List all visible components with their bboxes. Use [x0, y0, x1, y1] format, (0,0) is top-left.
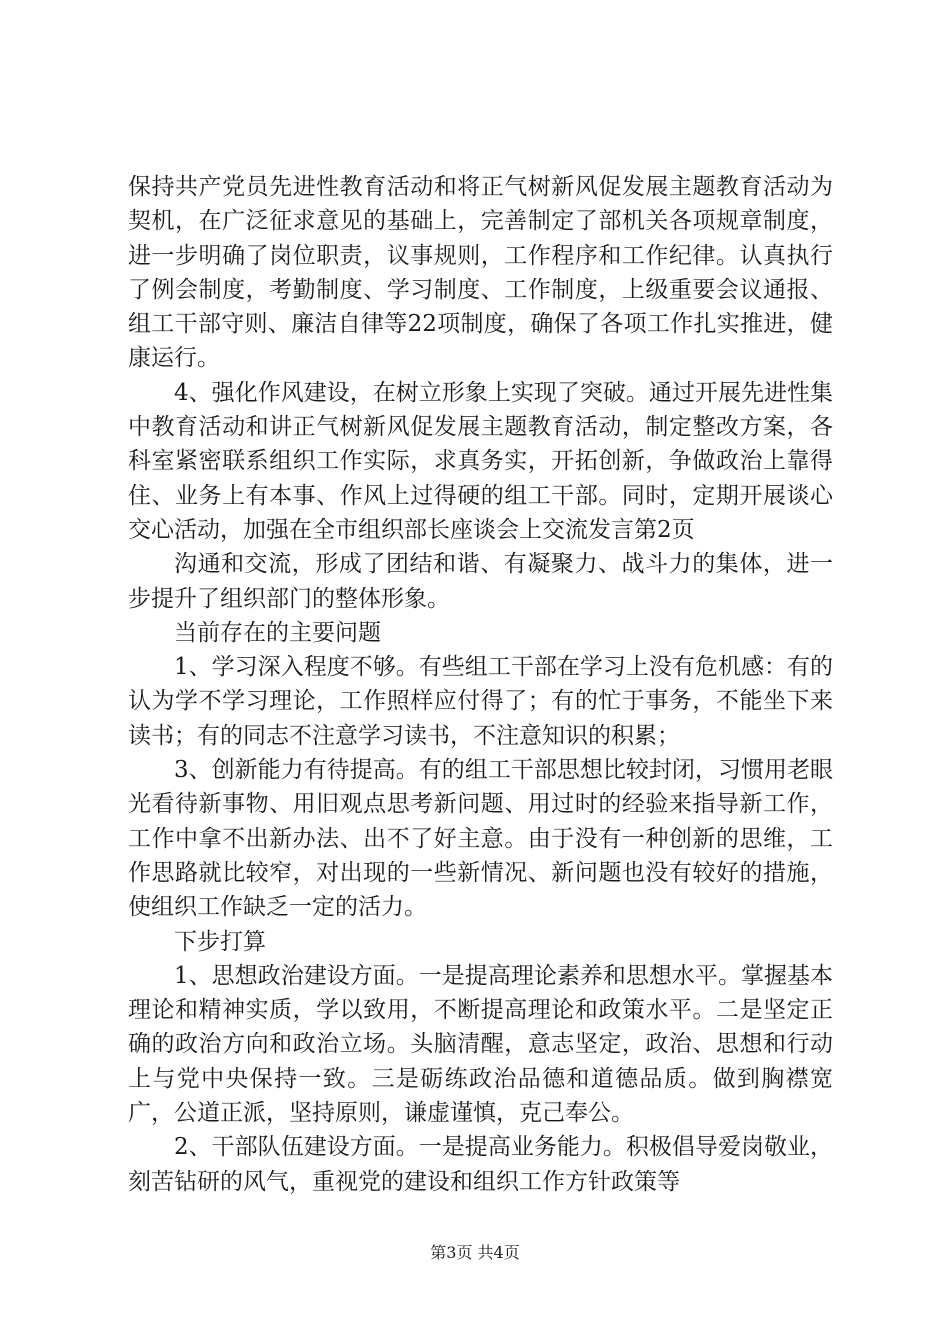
section-heading-plans: 下步打算	[174, 928, 266, 955]
paragraph-team-building: 2、干部队伍建设方面。一是提高业务能力。积极倡导爱岗敬业，刻苦钻研的风气，重视党的建设和组织工作方针政策等	[128, 1134, 833, 1195]
paragraph-study-problem: 1、学习深入程度不够。有些组工干部在学习上没有危机感：有的认为学不学习理论，工作照样应付得了；有的忙于事务，不能坐下来读书；有的同志不注意学习读书，不注意知识的积累；	[128, 654, 833, 749]
paragraph-communication: 沟通和交流，形成了团结和谐、有凝聚力、战斗力的集体，进一步提升了组织部门的整体形象。	[128, 551, 833, 612]
section-heading-problems: 当前存在的主要问题	[174, 619, 381, 646]
paragraph-work-style: 4、强化作风建设，在树立形象上实现了突破。通过开展先进性集中教育活动和讲正气树新风促发展主题教育活动，制定整改方案，各科室紧密联系组织工作实际，求真务实，开拓创新，争做政治上靠得住、业务上有本事、作风上过得硬的组工干部。同时，定期开展谈心交心活动，加强在全市组织部长座谈会上交流发言第2页	[128, 379, 833, 543]
document-body	[128, 170, 833, 1199]
paragraph-innovation-problem: 3、创新能力有待提高。有的组工干部思想比较封闭，习惯用老眼光看待新事物、用旧观点思考新问题、用过时的经验来指导新工作，工作中拿不出新办法、出不了好主意。由于没有一种创新的思维，工作思路就比较窄，对出现的一些新情况、新问题也没有较好的措施，使组织工作缺乏一定的活力。	[128, 757, 833, 921]
paragraph-regulations: 保持共产党员先进性教育活动和将正气树新风促发展主题教育活动为契机，在广泛征求意见的基础上，完善制定了部机关各项规章制度，进一步明确了岗位职责，议事规则，工作程序和工作纪律。认真执行了例会制度，考勤制度、学习制度、工作制度，上级重要会议通报、组工干部守则、廉洁自律等22项制度，确保了各项工作扎实推进，健康运行。	[128, 174, 833, 372]
page-number-footer: 第3页 共4页	[430, 1243, 520, 1262]
paragraph-political-building: 1、思想政治建设方面。一是提高理论素养和思想水平。掌握基本理论和精神实质，学以致用，不断提高理论和政策水平。二是坚定正确的政治方向和政治立场。头脑清醒，意志坚定，政治、思想和行动上与党中央保持一致。三是砺练政治品德和道德品质。做到胸襟宽广，公道正派，坚持原则，谦虚谨慎，克己奉公。	[128, 962, 833, 1127]
